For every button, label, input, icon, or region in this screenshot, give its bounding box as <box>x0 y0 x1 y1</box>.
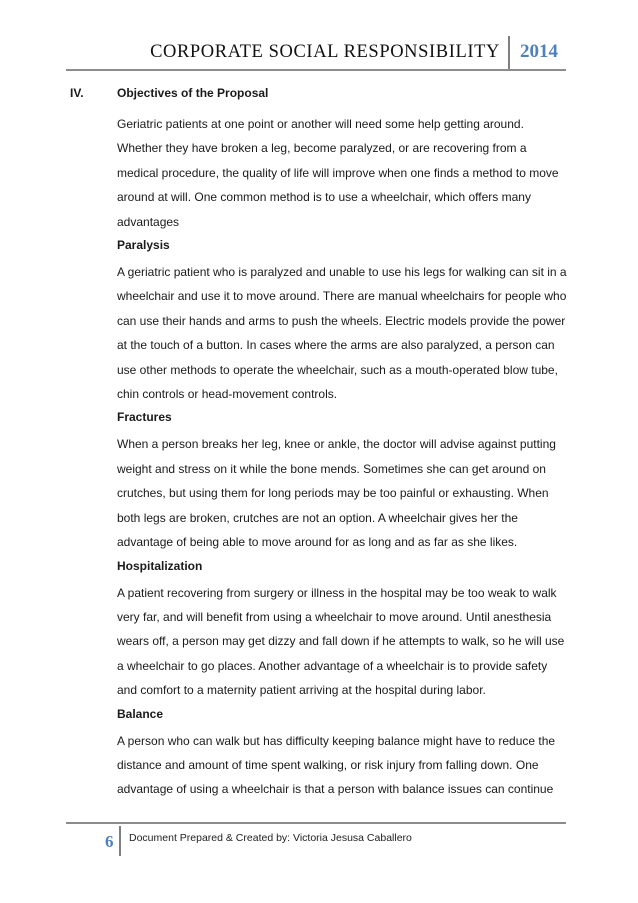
fractures-paragraph <box>117 432 572 554</box>
text-line: at the touch of a button. In cases where the arms are also paralyzed, a person can <box>117 338 555 353</box>
page-number: 6 <box>105 832 114 851</box>
text-line: advantage of using a wheelchair is that a person with balance issues can continue <box>117 782 554 797</box>
text-line: medical procedure, the quality of life will improve when one finds a method to move <box>117 165 559 180</box>
text-line: When a person breaks her leg, knee or ankle, the doctor will advise against putting <box>117 437 556 452</box>
subsection-heading-hospitalization: Hospitalization <box>117 558 203 573</box>
document-year: 2014 <box>520 41 558 62</box>
text-line: a wheelchair to go places. Another advantage of a wheelchair is to provide safety <box>117 658 548 673</box>
paralysis-paragraph <box>117 260 572 406</box>
footer-credit: Document Prepared & Created by: Victoria Jesusa Caballero <box>129 832 412 844</box>
text-line: weight and stress on it while the bone mends. Sometimes she can get around on <box>117 461 546 476</box>
subsection-heading-paralysis: Paralysis <box>117 238 170 253</box>
text-line: use other methods to operate the wheelchair, such as a mouth-operated blow tube, <box>117 362 558 377</box>
intro-paragraph <box>117 112 572 234</box>
hospitalization-paragraph <box>117 581 572 703</box>
text-line: Geriatric patients at one point or another will need some help getting around. <box>117 117 524 131</box>
text-line: can use their hands and arms to push the wheels. Electric models provide the power <box>117 313 566 328</box>
subsection-heading-fractures: Fractures <box>117 410 172 425</box>
footer-rule <box>66 822 566 824</box>
section-number: IV. <box>70 86 84 100</box>
subsection-heading-balance: Balance <box>117 706 164 721</box>
text-line: A patient recovering from surgery or illness in the hospital may be too weak to walk <box>117 585 557 600</box>
balance-paragraph <box>117 729 572 802</box>
document-body <box>117 112 572 802</box>
text-line: very far, and will benefit from using a wheelchair to move around. Until anesthesia <box>117 609 552 624</box>
text-line: advantages <box>117 214 180 229</box>
text-line: wheelchair and use it to move around. There are manual wheelchairs for people who <box>117 289 567 304</box>
text-line: A person who can walk but has difficulty keeping balance might have to reduce the <box>117 733 556 748</box>
footer-divider <box>119 826 121 856</box>
document-title: CORPORATE SOCIAL RESPONSIBILITY <box>150 42 500 62</box>
header-rule <box>66 69 566 71</box>
text-line: advantage of being able to move around for as long and as far as she likes. <box>117 535 518 550</box>
text-line: chin controls or head-movement controls. <box>117 387 338 402</box>
section-title: Objectives of the Proposal <box>117 86 269 100</box>
text-line: wears off, a person may get dizzy and fall down if he attempts to walk, so he will use <box>117 634 565 649</box>
text-line: A geriatric patient who is paralyzed and unable to use his legs for walking can sit in a <box>117 265 567 280</box>
text-line: and comfort to a maternity patient arriving at the hospital during labor. <box>117 683 486 698</box>
text-line: distance and amount of time spent walking, or risk injury from falling down. One <box>117 757 539 772</box>
header-divider <box>508 36 510 70</box>
text-line: both legs are broken, crutches are not an option. A wheelchair gives her the <box>117 510 518 525</box>
text-line: around at will. One common method is to use a wheelchair, which offers many <box>117 190 531 205</box>
text-line: crutches, but using them for long periods may be too painful or exhausting. When <box>117 486 549 501</box>
page-footer <box>66 822 566 862</box>
page-header <box>66 36 566 70</box>
text-line: Whether they have broken a leg, become paralyzed, or are recovering from a <box>117 141 527 156</box>
